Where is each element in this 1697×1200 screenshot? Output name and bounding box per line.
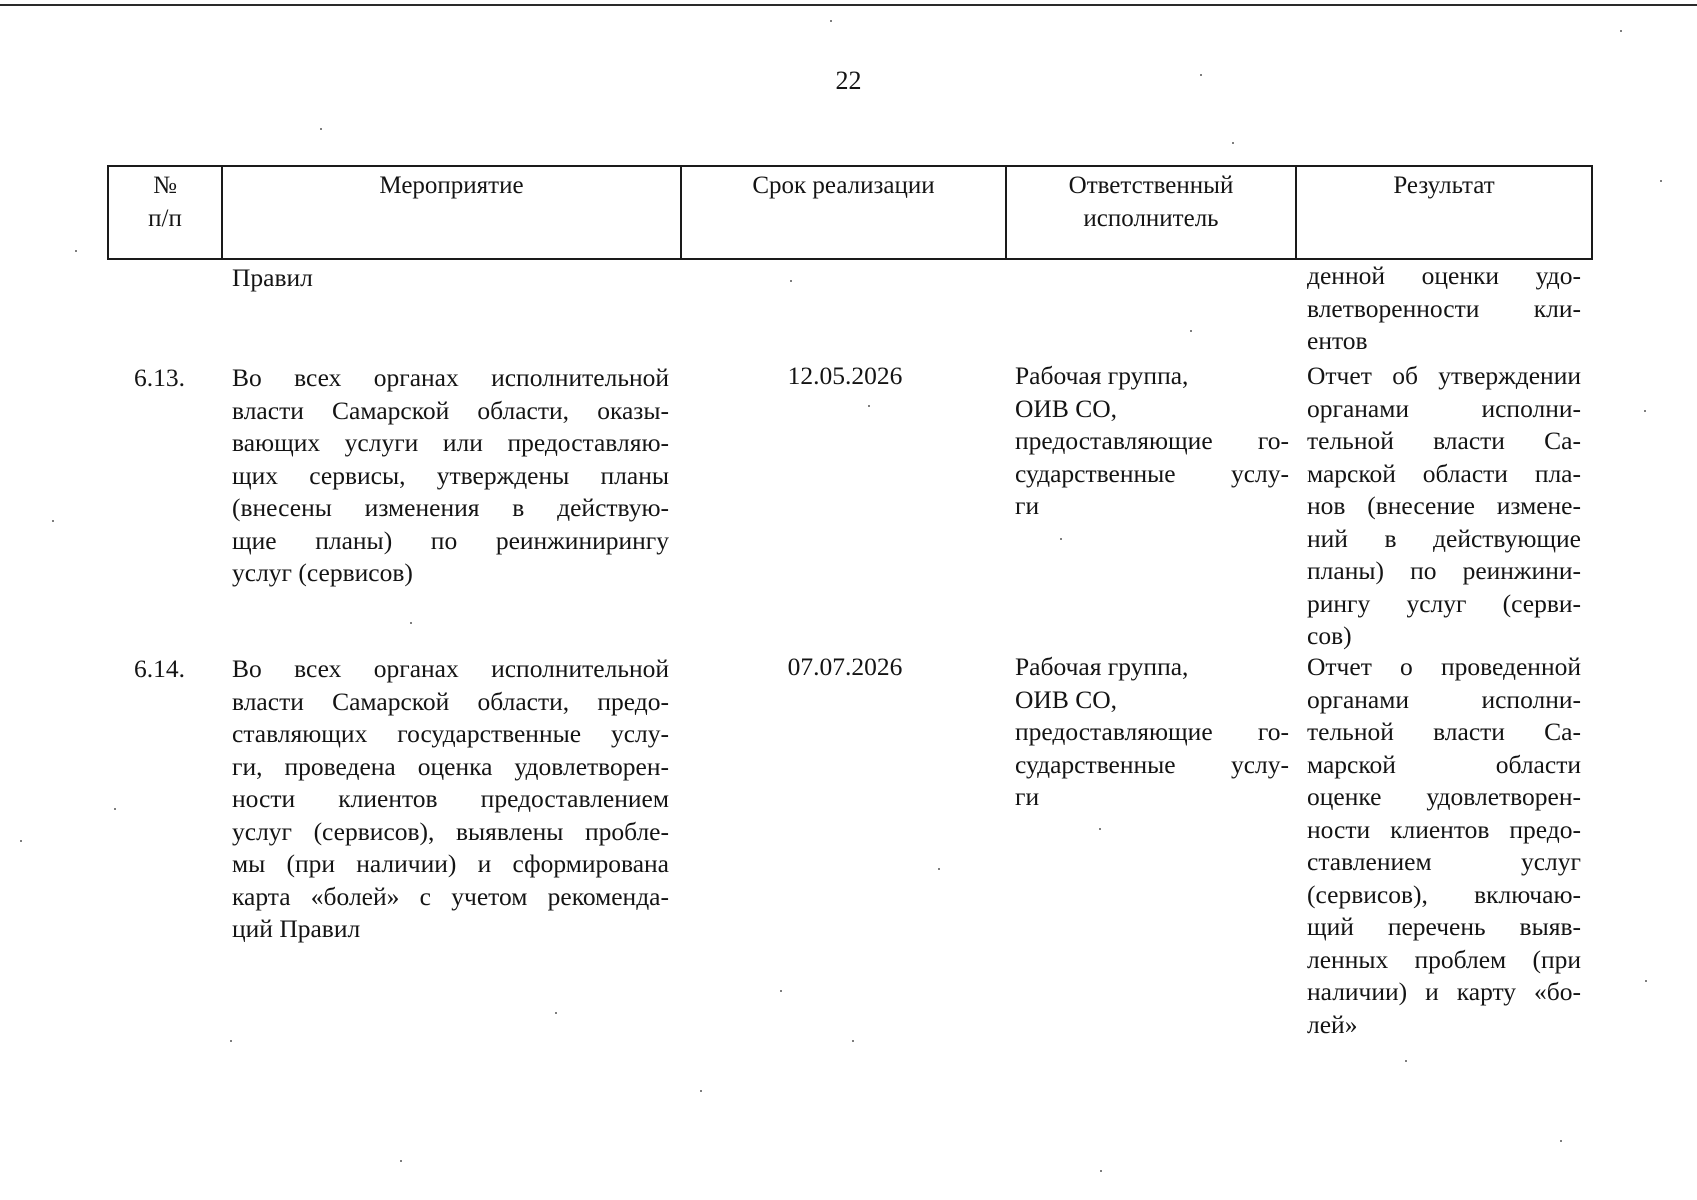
scan-speck [230,1040,232,1042]
text-line: лей» [1307,1009,1358,1039]
text-line: ги [1015,491,1040,520]
text-line: тельной власти Са- [1307,717,1581,746]
row-number: 6.14. [134,654,185,683]
text-line: тельной власти Са- [1307,426,1581,455]
text-line: предоставляющие го- [1015,717,1289,746]
scan-speck [20,840,22,842]
row-event [232,653,669,946]
text-line: ний в действующие [1307,523,1581,553]
continuation-result [1307,260,1581,358]
scan-speck [1645,980,1647,982]
text-line: ги, проведена оценка удовлетворен- [232,751,669,781]
text-line: ставляющих государственные услу- [232,719,669,748]
header-event: Мероприятие [222,166,681,259]
text-line: щие планы) по реинжинирингу [232,525,669,555]
text-line: щих сервисы, утверждены планы [232,460,669,490]
text-line: ентов [1307,326,1368,355]
scan-speck [868,405,870,407]
row-number: 6.13. [134,363,185,392]
text-line: денной оценки удо- [1307,261,1581,290]
text-line: Рабочая группа, [1015,361,1189,390]
row-result [1307,360,1581,653]
scan-speck [410,622,412,624]
scan-speck [75,250,77,252]
text-line: щий перечень выяв- [1307,912,1581,941]
scan-speck [790,280,792,282]
row-deadline: 07.07.2026 [787,652,903,681]
text-line: Правил [232,263,313,292]
text-line: органами исполни- [1307,393,1581,423]
scan-speck [320,128,322,130]
scan-speck [700,1090,702,1092]
scan-speck [1560,1140,1562,1142]
scan-speck [1190,330,1192,332]
text-line: ставлением услуг [1307,847,1581,876]
header-deadline: Срок реализации [681,166,1006,259]
text-line: власти Самарской области, предо- [232,686,669,716]
text-line: марской области пла- [1307,458,1581,488]
text-line: Во всех органах исполнительной [232,363,669,392]
text-line: услуг (сервисов) [232,558,413,587]
header-num-line1: № [153,172,177,199]
text-line: наличии) и карту «бо- [1307,977,1581,1006]
scan-speck [400,1160,402,1162]
scan-speck [938,868,940,870]
scan-speck [1660,180,1662,182]
text-line: ги [1015,782,1040,811]
text-line: власти Самарской области, оказы- [232,395,669,425]
text-line: ОИВ СО, [1015,684,1118,714]
scan-speck [52,520,54,522]
header-result: Результат [1296,166,1592,259]
scan-speck [830,20,832,22]
text-line: рингу услуг (серви- [1307,588,1581,618]
text-line: (сервисов), включаю- [1307,879,1581,909]
text-line: ОИВ СО, [1015,393,1118,423]
row-result [1307,651,1581,1041]
text-line: сов) [1307,621,1352,650]
text-line: вающих услуги или предоставляю- [232,428,669,457]
row-responsible [1015,360,1289,523]
scan-speck [1060,538,1062,540]
text-line: ности клиентов предо- [1307,814,1581,844]
scan-speck [1099,828,1101,830]
row-event [232,362,669,590]
header-responsible-line2: исполнитель [1083,205,1219,232]
text-line: (внесены изменения в действую- [232,493,669,522]
page-number: 22 [835,66,862,95]
text-line: органами исполни- [1307,684,1581,714]
scan-speck [852,1040,854,1042]
scan-speck [1620,30,1622,32]
scan-speck [114,808,116,810]
text-line: сударственные услу- [1015,458,1289,488]
text-line: Во всех органах исполнительной [232,654,669,683]
scan-speck [1100,1170,1102,1172]
text-line: предоставляющие го- [1015,426,1289,455]
text-line: ций Правил [232,914,361,943]
text-line: ности клиентов предоставлением [232,784,669,813]
scan-speck [1405,1060,1407,1062]
header-num-line2: п/п [148,205,182,232]
text-line: Отчет о проведенной [1307,652,1581,681]
header-responsible-line1: Ответственный [1068,172,1234,199]
text-line: ленных проблем (при [1307,944,1581,974]
scan-speck [555,1012,557,1014]
text-line: карта «болей» с учетом рекоменда- [232,881,669,911]
scan-speck [1232,142,1234,144]
header-responsible [1006,166,1296,259]
text-line: Отчет об утверждении [1307,361,1581,390]
text-line: сударственные услу- [1015,749,1289,779]
table-header [107,165,1593,260]
text-line: оценке удовлетворен- [1307,782,1581,811]
text-line: влетворенности кли- [1307,293,1581,323]
scan-speck [1200,74,1202,76]
text-line: нов (внесение измене- [1307,491,1581,520]
row-responsible [1015,651,1289,814]
scan-edge-line [0,4,1697,6]
text-line: планы) по реинжини- [1307,556,1581,585]
row-deadline: 12.05.2026 [787,361,903,390]
header-num [108,166,222,259]
text-line: марской области [1307,749,1581,779]
continuation-event [232,262,669,295]
text-line: услуг (сервисов), выявлены пробле- [232,816,669,846]
text-line: Рабочая группа, [1015,652,1189,681]
scan-speck [1644,410,1646,412]
text-line: мы (при наличии) и сформирована [232,849,669,878]
scan-speck [780,990,782,992]
